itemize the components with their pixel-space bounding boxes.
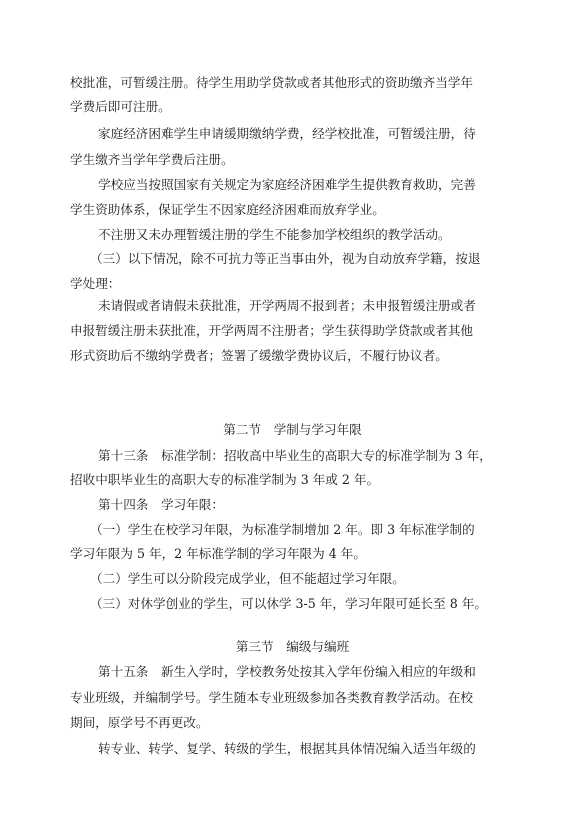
paragraph-line: 第十四条 学习年限： bbox=[98, 497, 224, 512]
paragraph-line: 学处理： bbox=[70, 276, 121, 291]
paragraph-line: （二）学生可以分阶段完成学业，但不能超过学习年限。 bbox=[90, 571, 405, 586]
paragraph-line: 转专业、转学、复学、转级的学生，根据其具体情况编入适当年级的 bbox=[98, 741, 476, 756]
paragraph-line: 第十三条 标准学制：招收高中毕业生的高职大专的标准学制为 3 年， bbox=[98, 448, 492, 463]
paragraph-line: 招收中职毕业生的高职大专的标准学制为 3 年或 2 年。 bbox=[70, 472, 380, 487]
paragraph-line: 第十五条 新生入学时，学校教务处按其入学年份编入相应的年级和 bbox=[98, 664, 476, 679]
paragraph-line: 学校应当按照国家有关规定为家庭经济困难学生提供教育救助，完善 bbox=[98, 177, 476, 192]
paragraph-line: 专业班级，并编制学号。学生随本专业班级参加各类教育教学活动。在校 bbox=[70, 690, 473, 705]
paragraph-line: 学习年限为 5 年，2 年标准学制的学习年限为 4 年。 bbox=[70, 546, 366, 561]
paragraph-line: 期间，原学号不再更改。 bbox=[70, 715, 209, 730]
paragraph-line: （三）对休学创业的学生，可以休学 3-5 年，学习年限可延长至 8 年。 bbox=[90, 596, 487, 611]
paragraph-line: （一）学生在校学习年限，为标准学制增加 2 年。即 3 年标准学制的 bbox=[90, 522, 475, 537]
paragraph-line: 学费后即可注册。 bbox=[70, 99, 171, 114]
paragraph-line: 学生资助体系，保证学生不因家庭经济困难而放弃学业。 bbox=[70, 202, 385, 217]
paragraph-line: 形式资助后不缴纳学费者；签署了缓缴学费协议后，不履行协议者。 bbox=[70, 348, 448, 363]
paragraph-line: 校批准，可暂缓注册。待学生用助学贷款或者其他形式的资助缴齐当学年 bbox=[70, 75, 473, 90]
paragraph-line: 不注册又未办理暂缓注册的学生不能参加学校组织的教学活动。 bbox=[98, 227, 451, 242]
section-heading: 第三节 编级与编班 bbox=[235, 639, 350, 654]
section-heading: 第二节 学制与学习年限 bbox=[223, 422, 362, 437]
paragraph-line: 未请假或者请假未获批准，开学两周不报到者；未申报暂缓注册或者 bbox=[98, 298, 476, 313]
paragraph-line: 家庭经济困难学生申请缓期缴纳学费，经学校批准，可暂缓注册，待 bbox=[98, 126, 476, 141]
paragraph-line: 申报暂缓注册未获批准，开学两周不注册者；学生获得助学贷款或者其他 bbox=[70, 323, 473, 338]
paragraph-line: （三）以下情况，除不可抗力等正当事由外，视为自动放弃学籍，按退 bbox=[90, 251, 481, 266]
paragraph-line: 学生缴齐当学年学费后注册。 bbox=[70, 152, 234, 167]
